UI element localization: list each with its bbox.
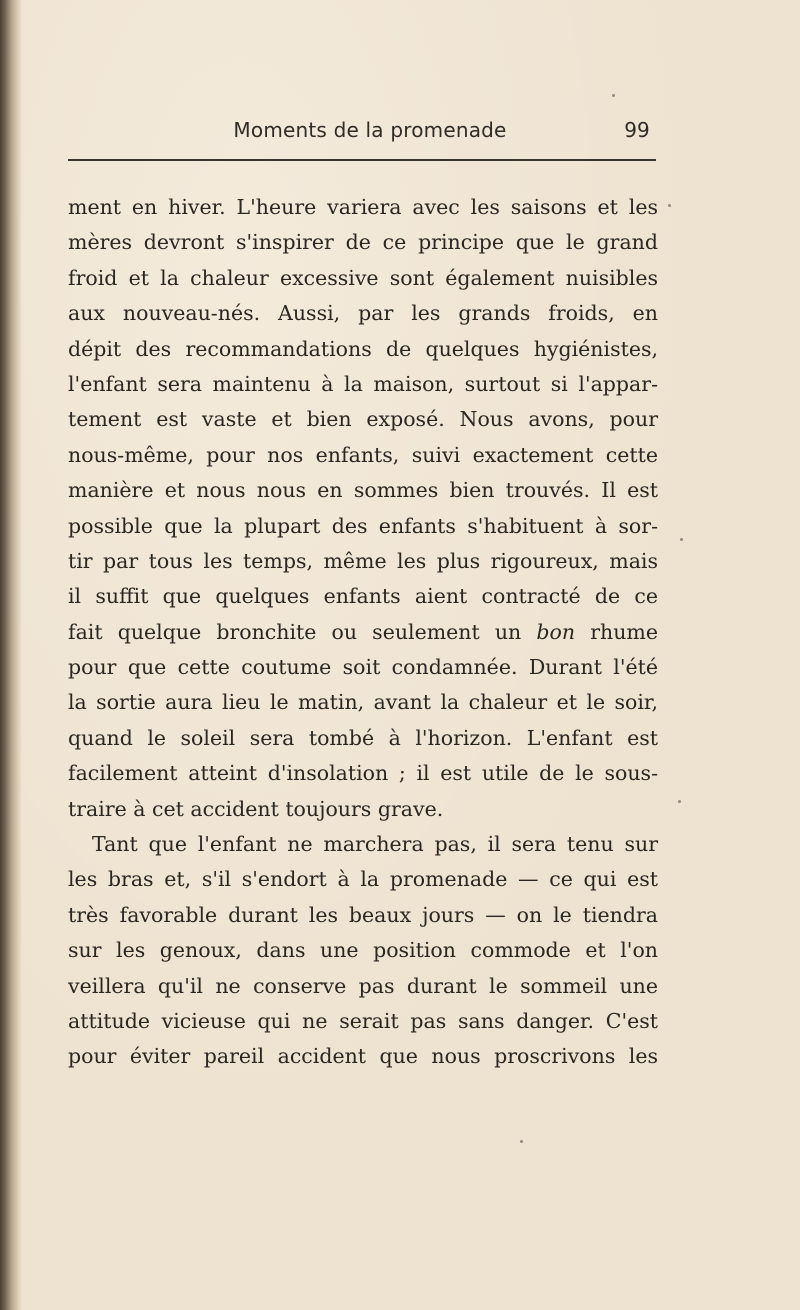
page-number: 99 [624,118,650,142]
paper-speck [520,1140,523,1143]
text-line: veillera qu'il ne conserve pas durant le sommeil une [68,973,658,998]
text-line: ment en hiver. L'heure variera avec les saisons et les [68,195,658,219]
text-line: manière et nous nous en sommes bien trouvés. Il est [68,478,658,503]
text-segment: rhume [590,619,658,644]
text-line: aux nouveau-nés. Aussi, par les grands froids, en [68,301,658,326]
book-spine-shadow [0,0,22,1310]
text-line: nous-même, pour nos enfants, suivi exactement cette [68,442,658,467]
text-line: tement est vaste et bien exposé. Nous avons, pour [68,407,658,432]
text-line: tir par tous les temps, même les plus rigoureux, mais [68,548,658,573]
text-line: possible que la plupart des enfants s'habituent à sor- [68,513,658,538]
text-line: mères devront s'inspirer de ce principe que le grand [68,230,658,255]
text-segment: fait quelque bronchite ou seulement un [68,619,522,644]
paper-speck [680,538,683,541]
text-line: traire à cet accident toujours grave. [68,796,444,821]
text-line: très favorable durant les beaux jours — on le tiendra [68,902,658,927]
text-line: pour éviter pareil accident que nous proscrivons les [68,1044,658,1069]
header-rule [68,159,656,161]
text-line: facilement atteint d'insolation ; il est utile de le sous- [68,761,658,786]
text-line: les bras et, s'il s'endort à la promenade — ce qui est [68,867,658,892]
running-head: Moments de la promenade [233,118,507,142]
text-line: sur les genoux, dans une position commode et l'on [68,938,658,963]
text-line: il suffit que quelques enfants aient contracté de ce [68,584,658,609]
paper-speck [668,204,671,207]
text-line: dépit des recommandations de quelques hygiénistes, [68,336,658,361]
text-line-with-italic [68,615,658,650]
text-line: attitude vicieuse qui ne serait pas sans danger. C'est [68,1008,658,1033]
text-line: Tant que l'enfant ne marchera pas, il sera tenu sur [92,832,658,857]
italic-word: bon [536,619,576,644]
text-line: l'enfant sera maintenu à la maison, surtout si l'appar- [68,371,658,396]
paper-speck [678,800,681,803]
text-line: quand le soleil sera tombé à l'horizon. L'enfant est [68,725,658,750]
text-line: la sortie aura lieu le matin, avant la chaleur et le soir, [68,690,658,715]
text-line: froid et la chaleur excessive sont également nuisibles [68,265,658,290]
text-line: pour que cette coutume soit condamnée. Durant l'été [68,655,658,680]
page-header [0,118,800,148]
paper-speck [612,94,615,97]
body-text [68,190,658,1075]
